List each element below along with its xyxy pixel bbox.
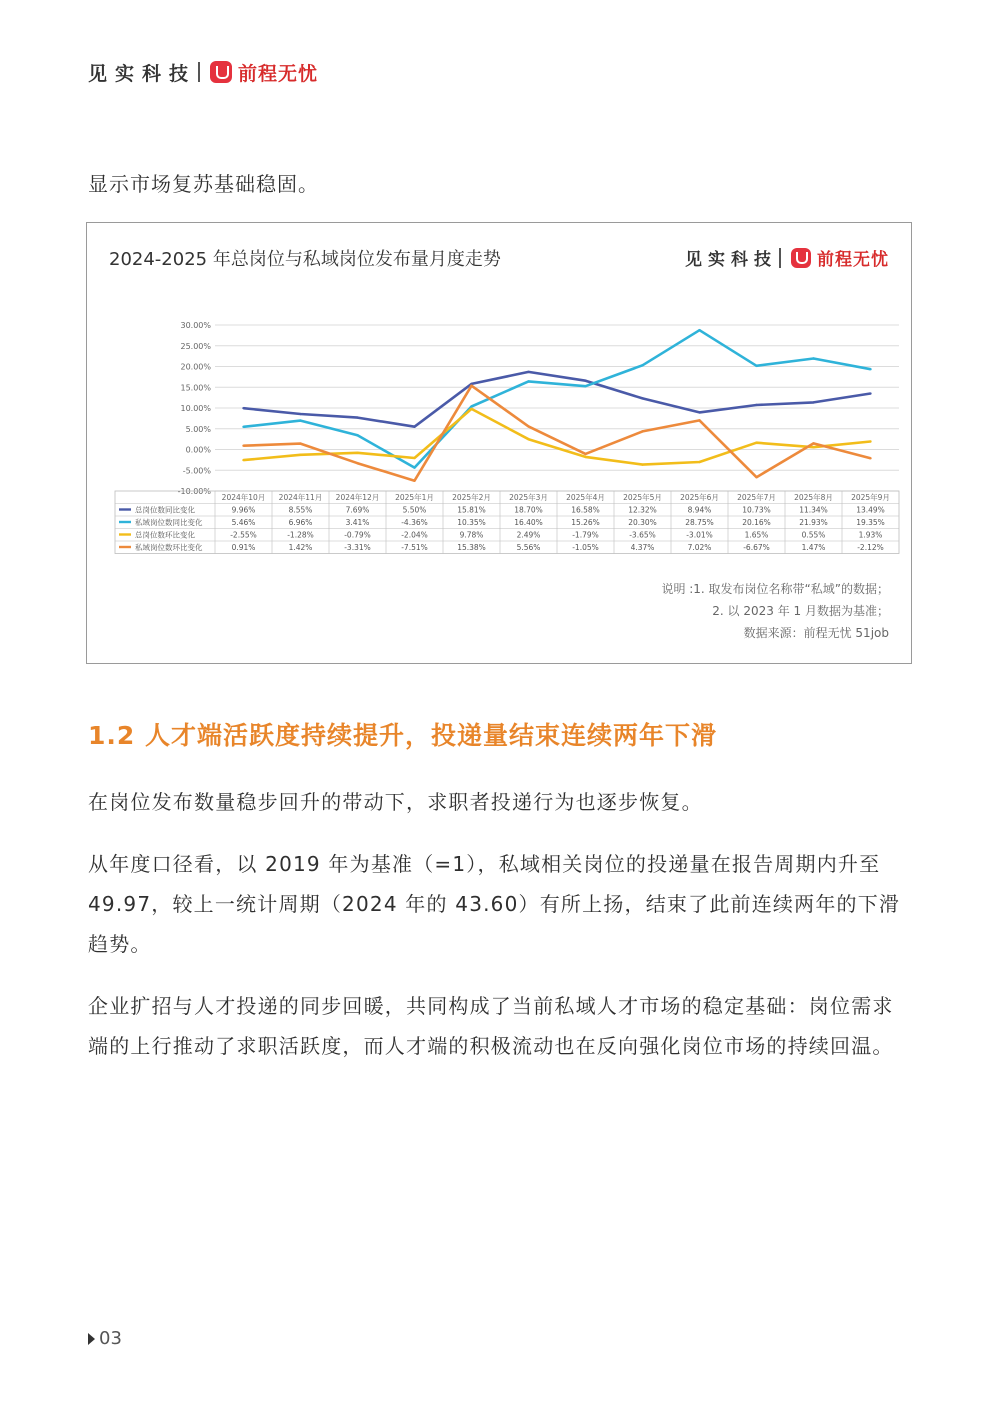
data-point [299,419,301,421]
data-label: 18.70% [514,505,543,515]
data-label: 3.41% [345,518,370,527]
y-tick-label: 10.00% [180,404,211,413]
data-label: 16.40% [514,518,543,527]
chart-card [86,222,912,664]
data-point [527,380,529,382]
data-label: 21.93% [799,518,828,527]
data-label: 0.91% [231,543,256,552]
paragraph-2: 从年度口径看，以 2019 年为基准（=1），私域相关岗位的投递量在报告周期内升至 49.97，较上一统计周期（2024 年的 43.60）有所上扬，结束了此前连续两年的下滑趋势。 [88,852,901,956]
data-point [299,442,301,444]
chart-brand-qiancheng: 前程无忧 [817,250,889,270]
chart-title: 2024-2025 年总岗位与私域岗位发布量月度走势 [109,249,501,270]
chart-note-1: 说明 :1. 取发布岗位名称带“私域”的数据； [661,582,889,596]
chart-note-2: 2. 以 2023 年 1 月数据为基准； [712,604,889,618]
x-tick-label: 2025年6月 [680,493,719,502]
data-point [869,440,871,442]
data-point [299,454,301,456]
data-point [641,463,643,465]
data-point [356,416,358,418]
legend-label: 总岗位数同比变化 [135,505,195,515]
x-tick-label: 2025年3月 [509,493,548,502]
data-label: 2.49% [516,530,541,540]
data-label: 13.49% [856,505,885,515]
data-label: 5.50% [402,505,427,515]
x-tick-label: 2024年11月 [278,493,323,502]
page-number [88,1328,122,1349]
data-label: 19.35% [856,518,885,527]
data-label: 7.69% [345,505,370,515]
data-label: 15.38% [457,543,486,552]
data-point [641,397,643,399]
legend-label: 总岗位数环比变化 [135,530,195,540]
data-point [356,434,358,436]
y-tick-label: -10.00% [177,487,211,496]
data-label: -3.01% [686,530,713,540]
paragraph-1: 在岗位发布数量稳步回升的带动下，求职者投递行为也逐步恢复。 [88,790,703,814]
brand-qiancheng: 前程无忧 [238,62,319,85]
data-point [527,438,529,440]
data-point [356,462,358,464]
data-point [698,329,700,331]
data-label: 11.34% [799,505,828,515]
line-chart [87,223,911,663]
data-label: 16.58% [571,505,600,515]
data-point [413,425,415,427]
data-point [755,441,757,443]
x-tick-label: 2025年4月 [566,493,605,502]
data-label: 1.47% [801,543,826,552]
qiancheng-logo-icon [210,61,232,83]
data-point [413,466,415,468]
data-label: -3.65% [629,530,656,540]
data-label: 1.65% [744,530,769,540]
data-point [242,407,244,409]
data-label: 1.42% [288,543,313,552]
data-point [869,457,871,459]
data-label: -2.12% [857,543,884,552]
section-heading: 1.2 人才端活跃度持续提升，投递量结束连续两年下滑 [88,721,717,750]
data-point [527,425,529,427]
data-point [527,371,529,373]
header-brand [88,56,318,88]
y-tick-label: 5.00% [185,424,211,434]
paragraph-3: 企业扩招与人才投递的同步回暖，共同构成了当前私域人才市场的稳定基础：岗位需求端的上行推动了求职活跃度，而人才端的积极流动也在反向强化岗位市场的持续回温。 [88,994,894,1058]
x-tick-label: 2024年12月 [335,493,380,502]
data-label: 9.78% [459,530,484,540]
data-label: 10.35% [457,518,486,527]
data-point [641,430,643,432]
data-label: 12.32% [628,505,657,515]
data-label: -6.67% [743,543,770,552]
brand-divider [198,62,200,82]
series-line-4 [244,386,871,481]
legend-label: 私域岗位数环比变化 [135,543,203,552]
data-point [470,405,472,407]
x-tick-label: 2025年7月 [737,493,776,502]
legend-label: 私域岗位数同比变化 [135,518,203,527]
data-point [869,368,871,370]
x-tick-label: 2025年1月 [395,493,434,502]
y-tick-label: 0.00% [185,445,211,455]
data-point [242,445,244,447]
data-point [869,392,871,394]
data-label: -2.04% [401,530,428,540]
data-label: 10.73% [742,505,771,515]
data-point [470,384,472,386]
data-point [698,411,700,413]
data-point [584,379,586,381]
page-number-text: 03 [99,1328,122,1349]
data-label: 7.02% [687,543,712,552]
y-tick-label: 25.00% [180,341,211,351]
chart-source: 数据来源：前程无忧 51job [743,626,889,640]
data-label: 9.96% [231,505,256,515]
data-point [584,456,586,458]
data-label: -2.55% [230,530,257,540]
data-label: -3.31% [344,543,371,552]
data-point [413,457,415,459]
data-point [242,459,244,461]
data-point [812,357,814,359]
data-point [698,419,700,421]
y-tick-label: 30.00% [180,321,211,330]
data-label: 0.55% [801,530,826,540]
data-point [812,442,814,444]
data-point [698,461,700,463]
x-tick-label: 2025年5月 [623,493,662,502]
intro-text: 显示市场复苏基础稳固。 [88,172,319,196]
data-label: 28.75% [685,518,714,527]
x-tick-label: 2025年9月 [851,493,890,502]
data-point [812,446,814,448]
x-tick-label: 2024年10月 [221,493,266,502]
data-point [584,453,586,455]
x-tick-label: 2025年8月 [794,493,833,502]
data-point [755,404,757,406]
data-point [413,479,415,481]
data-point [242,426,244,428]
y-tick-label: 15.00% [180,383,211,393]
data-label: -1.05% [572,543,599,552]
data-label: 20.30% [628,518,657,527]
data-label: -7.51% [401,543,428,552]
data-label: 15.26% [571,518,600,527]
series-line-1 [244,372,871,427]
data-point [470,408,472,410]
data-label: -4.36% [401,518,428,527]
data-label: 5.56% [516,543,541,552]
x-tick-label: 2025年2月 [452,493,491,502]
chart-brand-jianshi: 见实科技 [685,250,777,270]
data-point [755,365,757,367]
y-tick-label: 20.00% [180,362,211,372]
data-point [755,476,757,478]
y-tick-label: -5.00% [182,466,211,476]
data-label: 20.16% [742,518,771,527]
page-marker-icon [88,1333,95,1345]
data-label: 1.93% [858,530,883,540]
data-point [641,364,643,366]
data-point [812,401,814,403]
data-label: -0.79% [344,530,371,540]
data-label: 6.96% [288,518,313,527]
data-label: 4.37% [630,543,655,552]
data-label: 8.94% [687,505,712,515]
data-label: 5.46% [231,518,256,527]
data-label: 8.55% [288,505,313,515]
data-label: -1.28% [287,530,314,540]
data-label: -1.79% [572,530,599,540]
data-point [356,452,358,454]
data-label: 15.81% [457,505,486,515]
data-point [584,385,586,387]
brand-jianshi: 见实科技 [88,62,197,85]
data-point [299,413,301,415]
